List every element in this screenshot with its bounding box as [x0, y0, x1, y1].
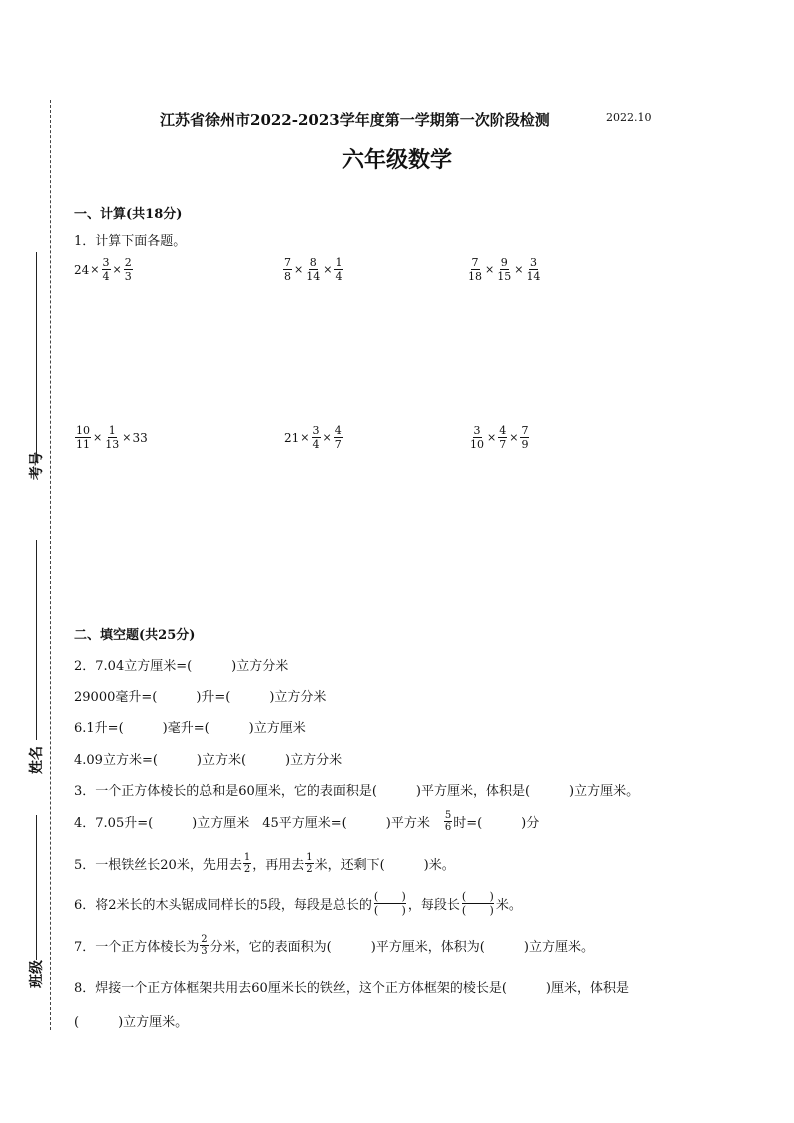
blank-fraction: ( ) ( )	[461, 890, 494, 917]
question-6-part2: ，每段长	[407, 898, 460, 913]
question-5-part1: 5．一根铁丝长20米，先用去	[74, 858, 242, 873]
expression-2	[282, 256, 344, 283]
times-sign: ×	[323, 263, 333, 276]
exam-no-rule	[36, 252, 37, 462]
question-2c: 6.1升=( )毫升=( )立方厘米	[74, 721, 306, 736]
expression-6	[468, 424, 530, 451]
fraction: $\frac{1}{13}$	[105, 424, 120, 451]
fraction: $\frac{7}{9}$	[521, 424, 529, 451]
times-sign: ×	[485, 263, 495, 276]
question-7	[74, 934, 594, 957]
question-5-part3: 米，还剩下( )米。	[314, 858, 455, 873]
exam-title: 江苏省徐州市2022-2023学年度第一学期第一次阶段检测	[160, 111, 550, 129]
section2-heading: 二、填空题(共25分)	[74, 628, 196, 643]
question-5	[74, 852, 455, 875]
question-8b: ( )立方厘米。	[74, 1015, 189, 1030]
expression-5	[284, 424, 344, 451]
question-8a: 8．焊接一个正方体框架共用去60厘米长的铁丝，这个正方体框架的棱长是( )厘米，体积是	[74, 981, 629, 996]
expression-1	[74, 256, 134, 283]
subject-title: 六年级数学	[341, 147, 452, 173]
fraction: $\frac{1}{4}$	[335, 256, 343, 283]
class-rule	[36, 815, 37, 960]
section1-heading: 一、计算(共18分)	[74, 207, 183, 222]
times-sign: ×	[514, 263, 524, 276]
question-1: 1．计算下面各题。	[74, 234, 187, 249]
fraction: $\frac{2}{3}$	[124, 256, 132, 283]
fraction: $\frac{4}{7}$	[334, 424, 342, 451]
fraction: $\frac{7}{8}$	[284, 256, 291, 283]
name-rule	[36, 540, 37, 740]
fraction: $\frac{2}{3}$	[201, 934, 208, 957]
fraction: $\frac{7}{18}$	[468, 256, 482, 283]
fraction: $\frac{3}{4}$	[312, 424, 320, 451]
question-4	[74, 810, 539, 833]
term: 21	[284, 430, 300, 445]
question-2d: 4.09立方米=( )立方米( )立方分米	[74, 753, 343, 768]
times-sign: ×	[112, 263, 122, 276]
times-sign: ×	[509, 431, 519, 444]
term: 33	[132, 430, 148, 445]
question-4-part2: 时=( )分	[453, 816, 540, 831]
fraction: $\frac{3}{10}$	[470, 424, 484, 451]
times-sign: ×	[90, 263, 100, 276]
fraction: $\frac{5}{6}$	[444, 810, 452, 833]
exam-no-label: 考号	[29, 452, 45, 480]
question-7-part2: 分米，它的表面积为( )平方厘米，体积为( )立方厘米。	[209, 940, 594, 955]
question-5-part2: ，再用去	[252, 858, 305, 873]
question-2a: 2．7.04立方厘米=( )立方分米	[74, 659, 289, 674]
question-4-part1: 4．7.05升=( )立方厘米 45平方厘米=( )平方米	[74, 816, 443, 831]
fraction: $\frac{4}{7}$	[499, 424, 507, 451]
times-sign: ×	[322, 431, 332, 444]
fraction: $\frac{8}{14}$	[306, 256, 321, 283]
question-2b: 29000毫升=( )升=( )立方分米	[74, 690, 327, 705]
term: 24	[74, 262, 90, 277]
times-sign: ×	[93, 431, 103, 444]
times-sign: ×	[294, 263, 304, 276]
question-7-part1: 7．一个正方体棱长为	[74, 940, 200, 955]
class-label: 班级	[29, 960, 45, 988]
expression-4	[74, 424, 148, 451]
name-label: 姓名	[29, 746, 45, 774]
times-sign: ×	[122, 431, 132, 444]
fraction: $\frac{3}{14}$	[526, 256, 541, 283]
fraction: $\frac{1}{2}$	[306, 852, 313, 875]
blank-fraction: ( ) ( )	[373, 890, 406, 917]
exam-date: 2022.10	[606, 111, 652, 124]
expression-3	[466, 256, 542, 283]
fraction: $\frac{3}{4}$	[102, 256, 110, 283]
question-6-part3: 米。	[495, 898, 522, 913]
fraction: $\frac{9}{15}$	[497, 256, 512, 283]
times-sign: ×	[300, 431, 310, 444]
binding-dashed-line	[50, 100, 51, 1030]
question-6	[74, 890, 522, 917]
question-6-part1: 6．将2米长的木头锯成同样长的5段，每段是总长的	[74, 898, 372, 913]
question-3: 3．一个正方体棱长的总和是60厘米，它的表面积是( )平方厘米，体积是( )立方厘米。	[74, 784, 640, 799]
fraction: $\frac{10}{11}$	[76, 424, 90, 451]
fraction: $\frac{1}{2}$	[243, 852, 251, 875]
times-sign: ×	[487, 431, 497, 444]
